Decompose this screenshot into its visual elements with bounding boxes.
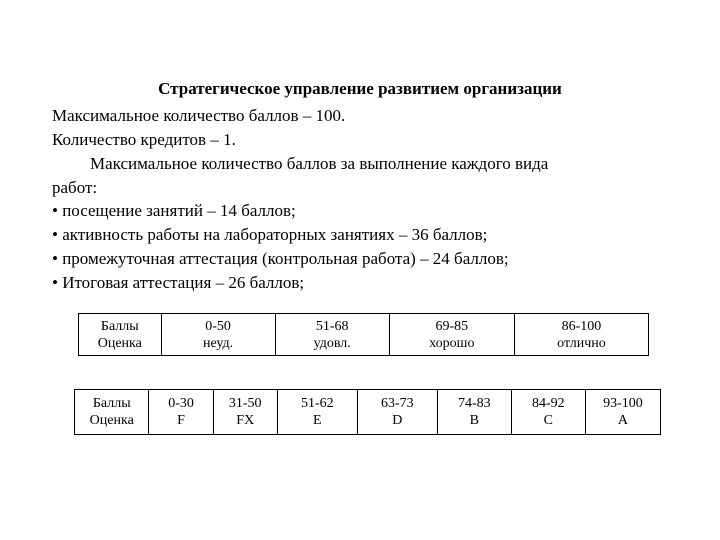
page-title: Стратегическое управление развитием организации bbox=[158, 79, 562, 98]
text-line-max-points: Максимальное количество баллов – 100. bbox=[52, 106, 346, 125]
text-line-credits: Количество кредитов – 1. bbox=[52, 130, 236, 149]
grade-value: E bbox=[313, 413, 322, 428]
table-cell bbox=[275, 314, 389, 356]
table-header-cell bbox=[75, 390, 149, 435]
grade-value: B bbox=[469, 413, 479, 428]
header-points-label: Баллы bbox=[100, 318, 139, 334]
grade-value: отлично bbox=[557, 335, 606, 351]
range-value: 51-68 bbox=[315, 318, 349, 334]
grade-value: C bbox=[543, 413, 553, 428]
range-value: 93-100 bbox=[603, 396, 643, 411]
table-cell bbox=[277, 390, 357, 435]
grade-value: неуд. bbox=[203, 335, 234, 351]
grade-value: удовл. bbox=[313, 335, 351, 351]
range-value: 86-100 bbox=[561, 318, 602, 334]
table-cell bbox=[389, 314, 514, 356]
grade-value: хорошо bbox=[429, 335, 475, 351]
grade-value: D bbox=[392, 413, 403, 428]
range-value: 74-83 bbox=[457, 396, 491, 411]
table-cell bbox=[357, 390, 437, 435]
table-cell bbox=[511, 390, 585, 435]
text-line-lab-activity: • активность работы на лабораторных занятиях – 36 баллов; bbox=[52, 225, 488, 244]
header-grade-label: Оценка bbox=[97, 335, 142, 351]
table-row bbox=[75, 390, 661, 435]
range-value: 69-85 bbox=[435, 318, 469, 334]
table-cell bbox=[213, 390, 277, 435]
table-cell bbox=[161, 314, 275, 356]
text-line-attendance: • посещение занятий – 14 баллов; bbox=[52, 201, 296, 220]
header-points-label: Баллы bbox=[92, 396, 131, 411]
table-cell bbox=[514, 314, 648, 356]
range-value: 63-73 bbox=[380, 396, 414, 411]
grade-scale-table-national bbox=[78, 313, 649, 356]
range-value: 51-62 bbox=[300, 396, 334, 411]
grade-scale-table-ects bbox=[74, 389, 661, 435]
table-header-cell bbox=[79, 314, 162, 356]
grade-value: A bbox=[617, 413, 628, 428]
range-value: 0-50 bbox=[205, 318, 231, 334]
header-grade-label: Оценка bbox=[89, 413, 134, 428]
text-line-midterm: • промежуточная аттестация (контрольная работа) – 24 баллов; bbox=[52, 249, 509, 268]
table-cell bbox=[585, 390, 660, 435]
text-line-max-per-activity: Максимальное количество баллов за выполнение каждого вида bbox=[90, 154, 549, 173]
text-line-works: работ: bbox=[52, 178, 98, 197]
grade-value: F bbox=[177, 413, 185, 428]
table-row bbox=[79, 314, 649, 356]
text-line-final: • Итоговая аттестация – 26 баллов; bbox=[52, 273, 305, 292]
grade-value: FX bbox=[236, 413, 255, 428]
range-value: 31-50 bbox=[228, 396, 262, 411]
table-cell bbox=[149, 390, 213, 435]
range-value: 84-92 bbox=[531, 396, 565, 411]
table-cell bbox=[437, 390, 511, 435]
range-value: 0-30 bbox=[168, 396, 194, 411]
